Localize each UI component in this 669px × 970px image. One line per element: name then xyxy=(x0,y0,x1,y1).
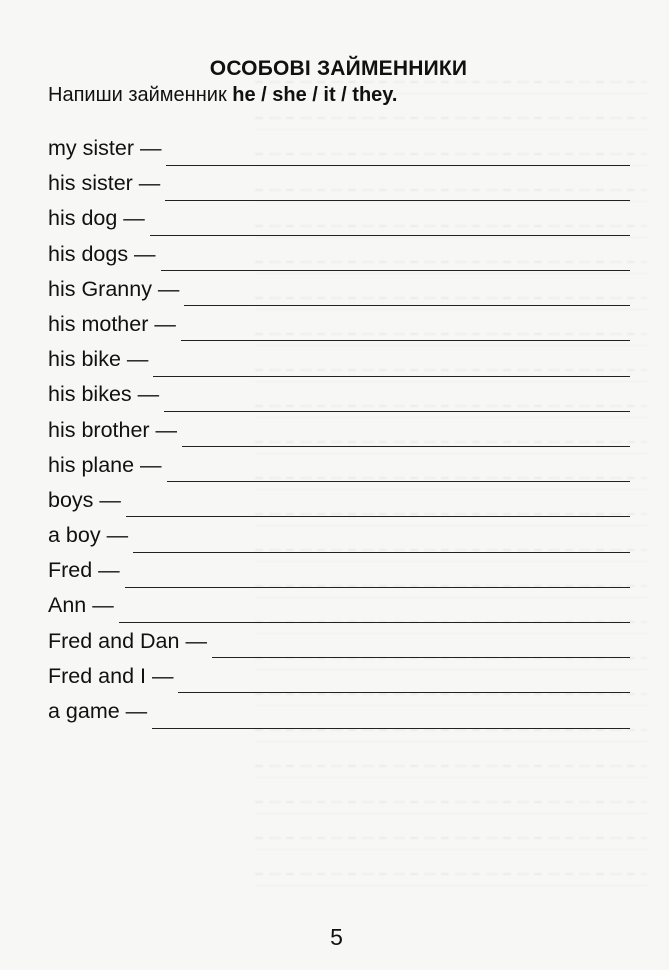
item-label: his brother — xyxy=(48,417,178,442)
instruction-pronouns: he / she / it / they. xyxy=(232,84,398,106)
exercise-list xyxy=(48,131,630,729)
exercise-item xyxy=(48,307,630,342)
exercise-item xyxy=(48,624,630,659)
exercise-item xyxy=(48,342,630,377)
answer-field[interactable] xyxy=(161,248,630,271)
exercise-item xyxy=(48,553,630,588)
item-label: my sister — xyxy=(48,136,162,160)
answer-field[interactable] xyxy=(178,670,630,693)
answer-field[interactable] xyxy=(167,459,630,482)
exercise-item xyxy=(48,448,630,483)
exercise-item xyxy=(48,201,630,236)
page-title: ОСОБОВІ ЗАЙМЕННИКИ xyxy=(209,57,468,80)
item-label: a game — xyxy=(48,699,148,723)
answer-field[interactable] xyxy=(125,565,630,588)
exercise-item xyxy=(48,166,630,201)
exercise-item xyxy=(48,483,630,518)
answer-field[interactable] xyxy=(166,143,630,166)
item-label: Fred and I — xyxy=(48,663,174,688)
exercise-item xyxy=(48,237,630,272)
item-label: his sister — xyxy=(48,171,161,196)
exercise-item xyxy=(48,131,630,166)
exercise-item xyxy=(48,413,630,448)
answer-field[interactable] xyxy=(133,530,630,553)
item-label: his mother — xyxy=(48,311,176,336)
item-label: Ann — xyxy=(48,593,114,618)
answer-field[interactable] xyxy=(119,600,630,623)
exercise-item xyxy=(48,518,630,553)
item-label: Fred and Dan — xyxy=(48,628,207,653)
exercise-item xyxy=(48,588,630,623)
item-label: his bike — xyxy=(48,347,149,372)
answer-field[interactable] xyxy=(164,389,630,412)
exercise-item xyxy=(48,377,630,412)
exercise-item xyxy=(48,272,630,307)
answer-field[interactable] xyxy=(212,635,630,658)
item-label: a boy — xyxy=(48,523,129,548)
item-label: his plane — xyxy=(48,452,162,477)
item-label: his bikes — xyxy=(48,382,160,407)
item-label: Fred — xyxy=(48,558,120,583)
item-label: his Granny — xyxy=(48,276,180,301)
answer-field[interactable] xyxy=(182,424,630,447)
answer-field[interactable] xyxy=(184,283,630,306)
answer-field[interactable] xyxy=(181,318,630,341)
answer-field[interactable] xyxy=(150,213,630,236)
item-label: his dog — xyxy=(48,206,145,231)
answer-field[interactable] xyxy=(126,494,630,517)
item-label: his dogs — xyxy=(48,241,156,266)
answer-field[interactable] xyxy=(165,178,630,201)
answer-field[interactable] xyxy=(152,706,630,729)
instruction-prefix: Напиши займенник xyxy=(48,84,233,106)
instruction-text xyxy=(48,84,397,107)
page-number: 5 xyxy=(330,924,343,950)
exercise-item xyxy=(48,694,630,729)
answer-field[interactable] xyxy=(153,354,630,377)
exercise-item xyxy=(48,659,630,694)
item-label: boys — xyxy=(48,487,121,512)
